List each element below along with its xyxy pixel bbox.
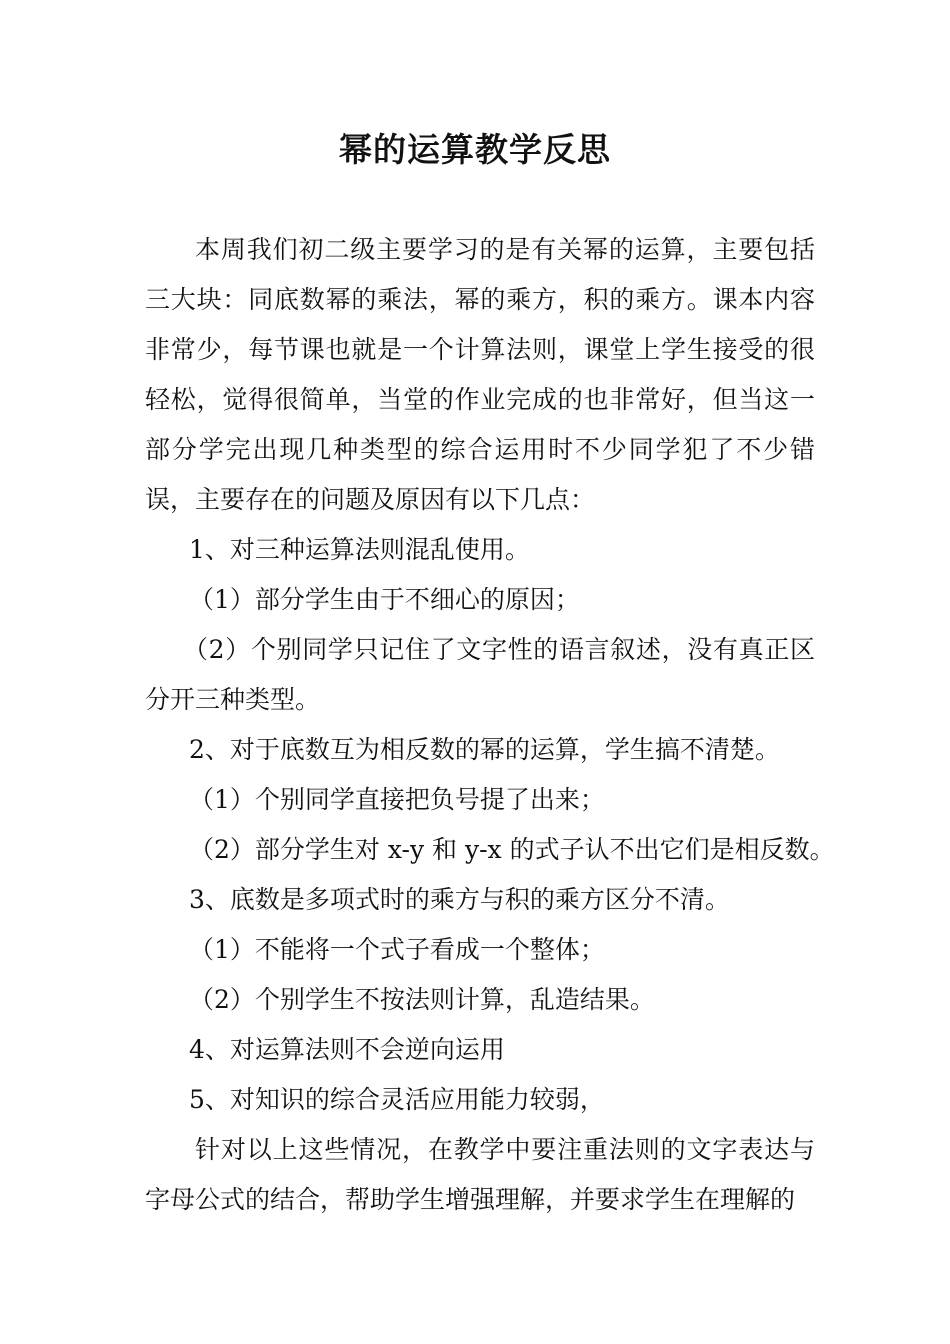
paragraph-intro: 本周我们初二级主要学习的是有关幂的运算，主要包括三大块：同底数幂的乘法，幂的乘方，积的乘方。课本内容非常少，每节课也就是一个计算法则，课堂上学生接受的很轻松，觉得很简单，当堂的作业完成的也非常好，但当这一部分学完出现几种类型的综合运用时不少同学犯了不少错误，主要存在的问题及原因有以下几点： bbox=[145, 235, 815, 514]
paragraph-point-1-sub-1: （1）部分学生由于不细心的原因； bbox=[189, 585, 580, 614]
paragraph-point-1: 1、对三种运算法则混乱使用。 bbox=[189, 535, 530, 564]
paragraph-conclusion: 针对以上这些情况，在教学中要注重法则的文字表达与字母公式的结合，帮助学生增强理解，并要求学生在理解的 bbox=[145, 1135, 815, 1214]
paragraph-point-3-sub-2: （2）个别学生不按法则计算，乱造结果。 bbox=[189, 985, 655, 1014]
paragraph-point-3-sub-1: （1）不能将一个式子看成一个整体； bbox=[189, 935, 605, 964]
paragraph-point-1-sub-2: （2）个别同学只记住了文字性的语言叙述，没有真正区分开三种类型。 bbox=[145, 635, 815, 714]
paragraph-point-2: 2、对于底数互为相反数的幂的运算，学生搞不清楚。 bbox=[189, 735, 780, 764]
document-title: 幂的运算教学反思 bbox=[339, 130, 611, 169]
paragraph-point-4: 4、对运算法则不会逆向运用 bbox=[189, 1035, 505, 1064]
paragraph-point-3: 3、底数是多项式时的乘方与积的乘方区分不清。 bbox=[189, 885, 730, 914]
document-body bbox=[145, 225, 835, 1225]
paragraph-point-2-sub-1: （1）个别同学直接把负号提了出来； bbox=[189, 785, 605, 814]
paragraph-point-5: 5、对知识的综合灵活应用能力较弱， bbox=[189, 1085, 605, 1114]
paragraph-point-2-sub-2: （2）部分学生对 x-y 和 y-x 的式子认不出它们是相反数。 bbox=[189, 835, 835, 864]
